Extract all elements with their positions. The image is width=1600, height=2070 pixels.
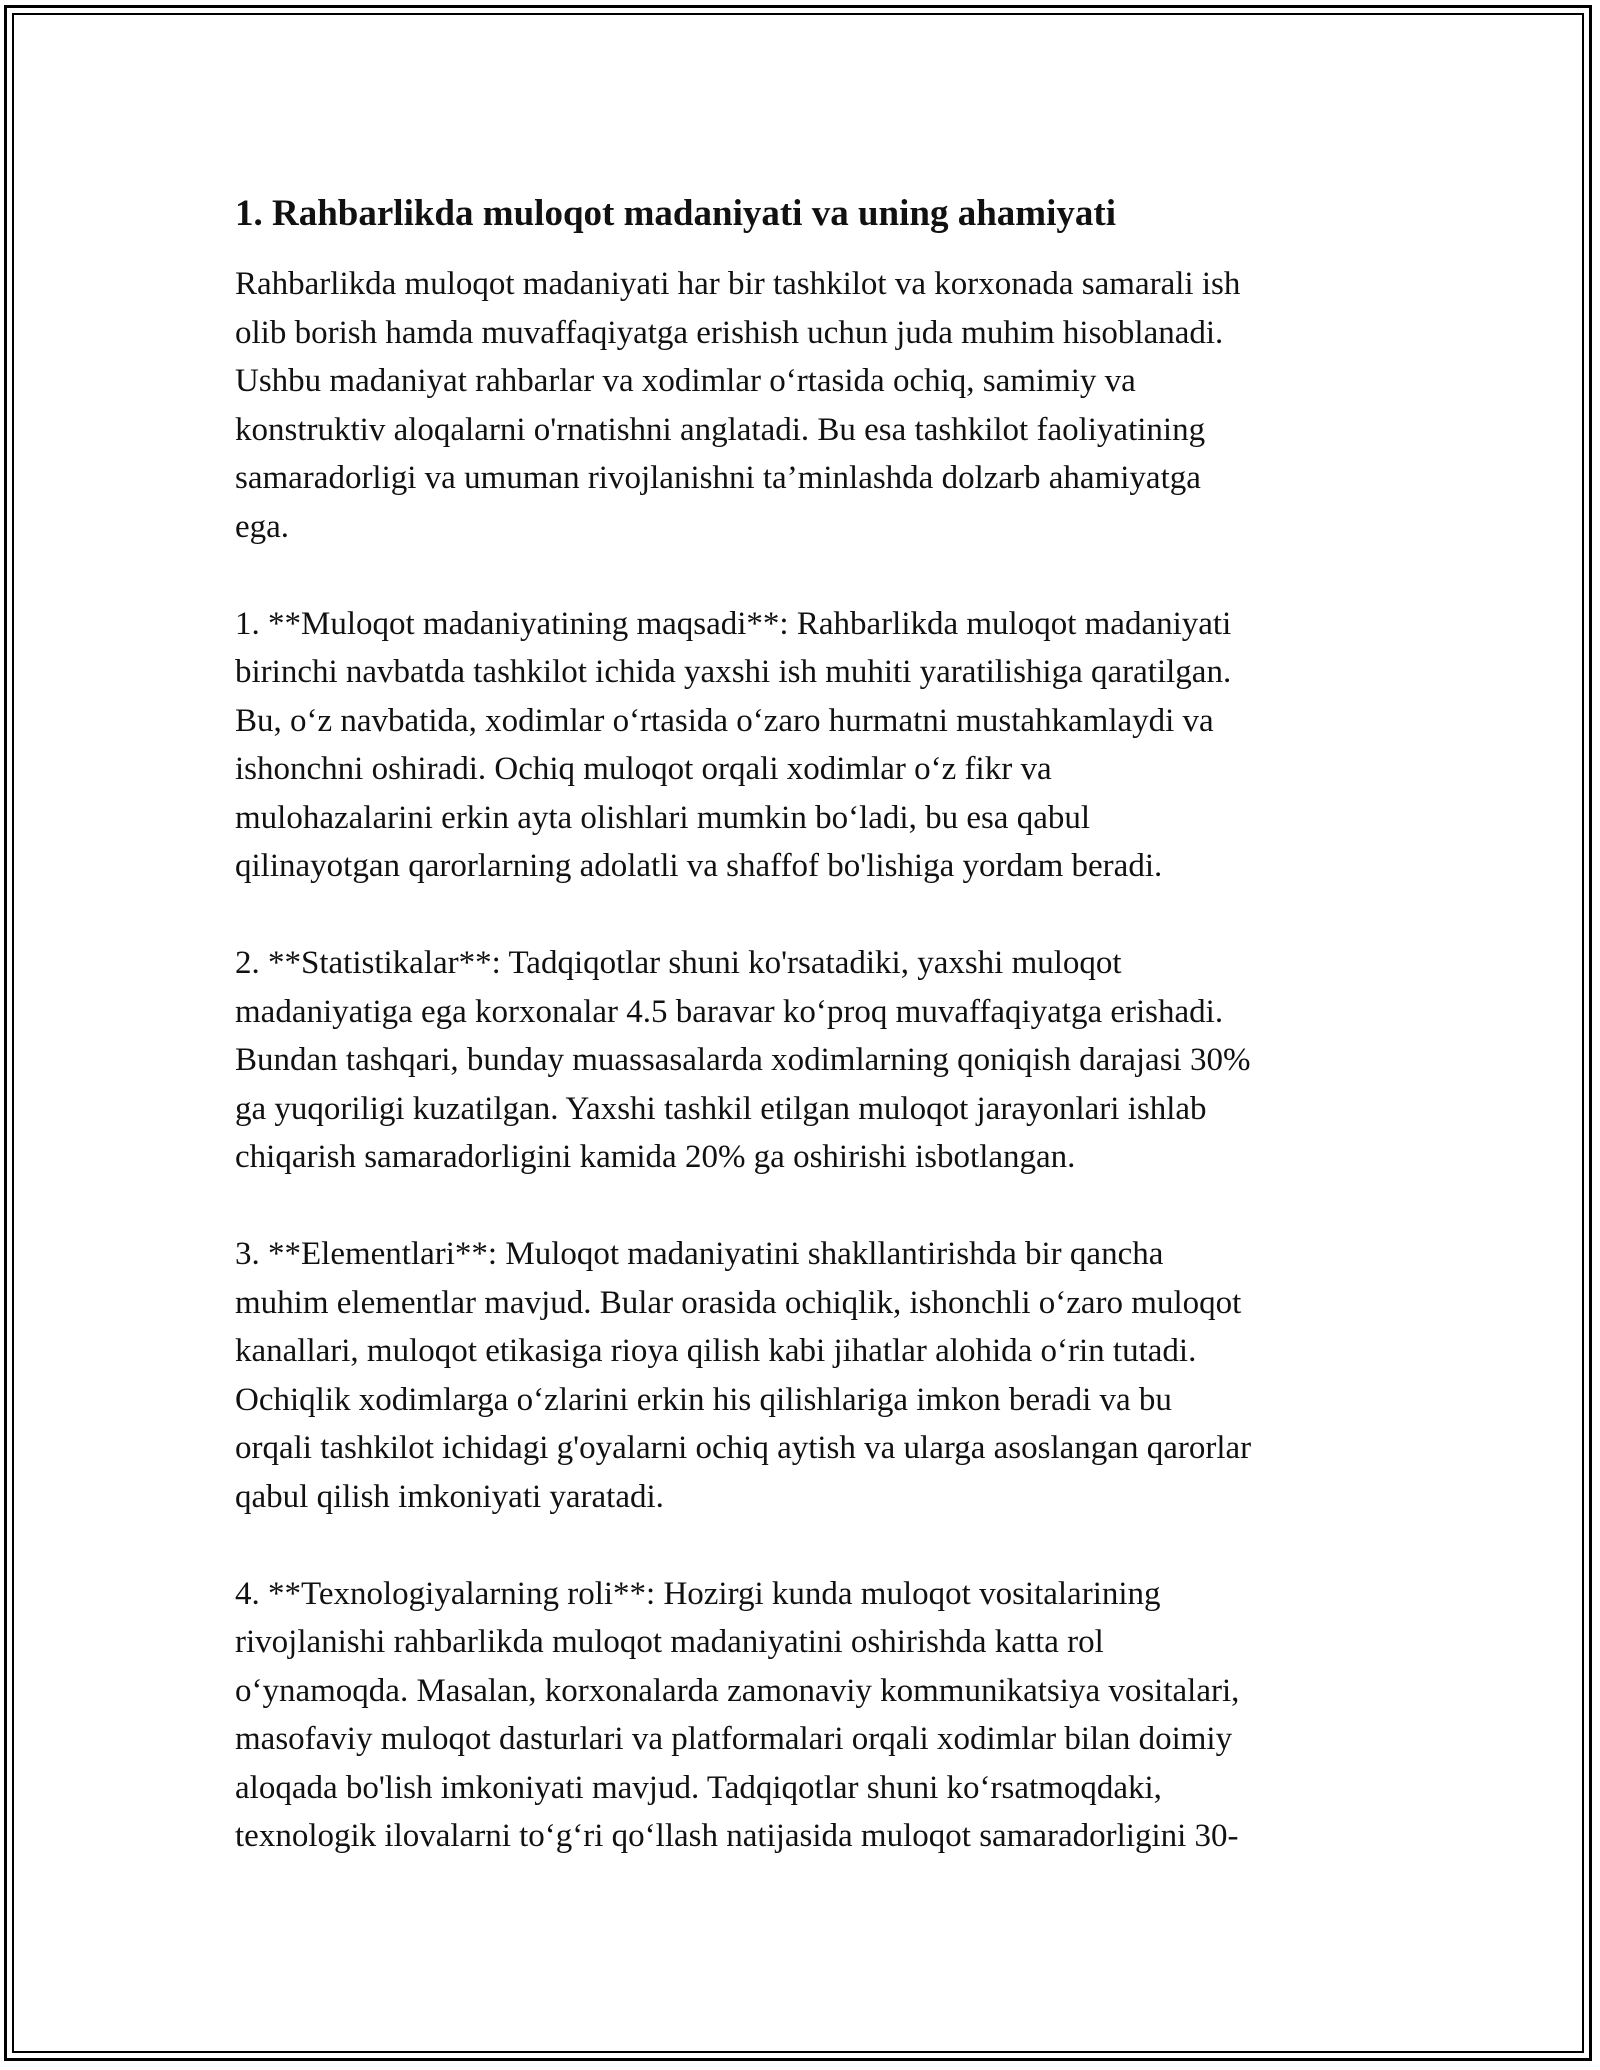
text-line: texnologik ilovalarni to‘g‘ri qo‘llash natijasida muloqot samaradorligini 30- bbox=[235, 1818, 1239, 1854]
text-line: Ochiqlik xodimlarga o‘zlarini erkin his qilishlariga imkon beradi va bu bbox=[235, 1381, 1172, 1418]
text-line: qilinayotgan qarorlarning adolatli va shaffof bo'lishiga yordam beradi. bbox=[235, 848, 1163, 884]
paragraph-elementlari bbox=[235, 1230, 1370, 1521]
text-line: ega. bbox=[235, 508, 290, 545]
text-line: orqali tashkilot ichidagi g'oyalarni ochiq aytish va ularga asoslangan qarorlar bbox=[235, 1430, 1252, 1466]
text-line: 2. **Statistikalar**: Tadqiqotlar shuni ko'rsatadiki, yaxshi muloqot bbox=[235, 945, 1122, 981]
text-line: samaradorligi va umuman rivojlanishni ta’minlashda dolzarb ahamiyatga bbox=[235, 460, 1201, 496]
paragraph-texnologiyalar bbox=[235, 1570, 1370, 1861]
paragraph-maqsadi bbox=[235, 600, 1370, 891]
text-line: chiqarish samaradorligini kamida 20% ga oshirishi isbotlangan. bbox=[235, 1139, 1076, 1175]
text-line: qabul qilish imkoniyati yaratadi. bbox=[235, 1478, 664, 1515]
text-line: Rahbarlikda muloqot madaniyati har bir tashkilot va korxonada samarali ish bbox=[235, 266, 1241, 302]
text-line: rivojlanishi rahbarlikda muloqot madaniyatini oshirishda katta rol bbox=[235, 1624, 1104, 1660]
text-line: 3. **Elementlari**: Muloqot madaniyatini shakllantirishda bir qancha bbox=[235, 1236, 1164, 1272]
document-title: 1. Rahbarlikda muloqot madaniyati va uning ahamiyati bbox=[235, 193, 1116, 234]
text-line: Ushbu madaniyat rahbarlar va xodimlar o‘rtasida ochiq, samimiy va bbox=[235, 363, 1136, 399]
text-line: 1. **Muloqot madaniyatining maqsadi**: Rahbarlikda muloqot madaniyati bbox=[235, 605, 1232, 642]
text-line: ishonchni oshiradi. Ochiq muloqot orqali xodimlar o‘z fikr va bbox=[235, 751, 1052, 787]
text-line: muhim elementlar mavjud. Bular orasida ochiqlik, ishonchli o‘zaro muloqot bbox=[235, 1284, 1242, 1321]
text-line: o‘ynamoqda. Masalan, korxonalarda zamonaviy kommunikatsiya vositalari, bbox=[235, 1672, 1240, 1709]
text-line: 4. **Texnologiyalarning roli**: Hozirgi kunda muloqot vositalarining bbox=[235, 1575, 1161, 1612]
text-line: masofaviy muloqot dasturlari va platformalari orqali xodimlar bilan doimiy bbox=[235, 1721, 1233, 1757]
text-line: Bundan tashqari, bunday muassasalarda xodimlarning qoniqish darajasi 30% bbox=[235, 1042, 1251, 1078]
text-line: birinchi navbatda tashkilot ichida yaxshi ish muhiti yaratilishiga qaratilgan. bbox=[235, 654, 1232, 690]
paragraph-statistikalar bbox=[235, 939, 1370, 1182]
text-line: aloqada bo'lish imkoniyati mavjud. Tadqiqotlar shuni ko‘rsatmoqdaki, bbox=[235, 1769, 1162, 1806]
text-line: madaniyatiga ega korxonalar 4.5 baravar ko‘proq muvaffaqiyatga erishadi. bbox=[235, 993, 1224, 1030]
text-line: kanallari, muloqot etikasiga rioya qilish kabi jihatlar alohida o‘rin tutadi. bbox=[235, 1333, 1197, 1369]
paragraph-intro bbox=[235, 260, 1370, 551]
text-line: konstruktiv aloqalarni o'rnatishni anglatadi. Bu esa tashkilot faoliyatining bbox=[235, 411, 1206, 448]
document-body bbox=[235, 188, 1370, 1909]
text-line: mulohazalarini erkin ayta olishlari mumkin bo‘ladi, bu esa qabul bbox=[235, 799, 1091, 836]
text-line: olib borish hamda muvaffaqiyatga erishish uchun juda muhim hisoblanadi. bbox=[235, 314, 1224, 351]
text-line: Bu, o‘z navbatida, xodimlar o‘rtasida o‘zaro hurmatni mustahkamlaydi va bbox=[235, 702, 1214, 739]
text-line: ga yuqoriligi kuzatilgan. Yaxshi tashkil etilgan muloqot jarayonlari ishlab bbox=[235, 1090, 1207, 1127]
